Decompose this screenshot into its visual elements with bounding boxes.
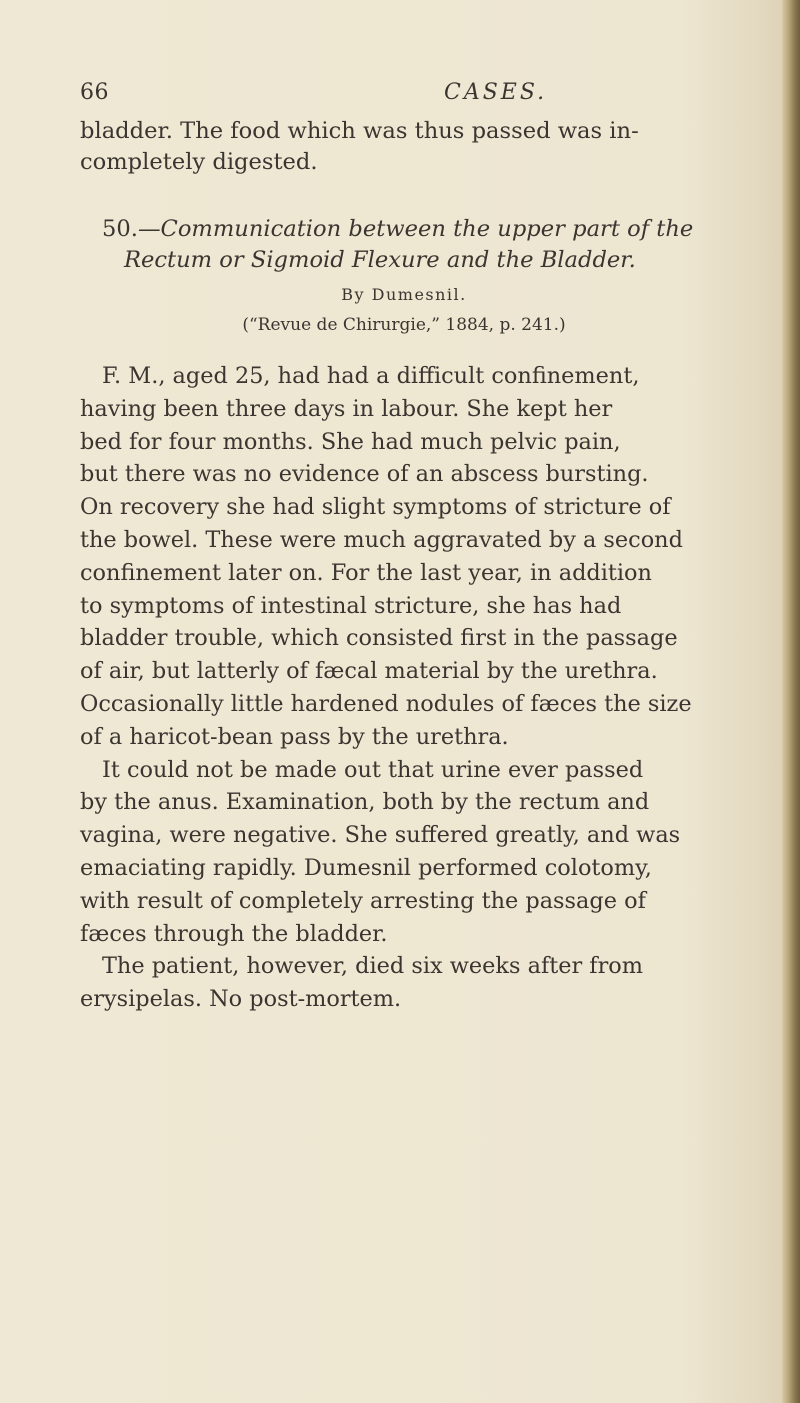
body-line: It could not be made out that urine ever passed — [102, 756, 644, 783]
body-line: the bowel. These were much aggravated by a second — [80, 526, 683, 553]
running-head: CASES. — [444, 80, 548, 105]
case-author: By Dumesnil. — [341, 285, 467, 304]
body-line: bed for four months. She had much pelvic pain, — [80, 428, 621, 455]
body-line: fæces through the bladder. — [80, 920, 388, 947]
body-line: Occasionally little hardened nodules of fæces the size — [80, 690, 692, 717]
body-line: with result of completely arresting the passage of — [80, 887, 646, 914]
case-heading-line-2: Rectum or Sigmoid Flexure and the Bladder. — [124, 247, 636, 273]
body-line: The patient, however, died six weeks after from — [102, 953, 644, 980]
case-number: 50. — [102, 216, 138, 242]
body-line: On recovery she had slight symptoms of stricture of — [80, 494, 671, 521]
case-title-part-1: —Communication between the upper part of the — [137, 216, 694, 242]
continuation-line: completely digested. — [80, 149, 318, 175]
body-line: but there was no evidence of an abscess bursting. — [80, 461, 649, 488]
body-line: to symptoms of intestinal stricture, she has had — [80, 592, 622, 619]
page-text — [80, 116, 728, 1016]
body-line: of air, but latterly of fæcal material by the urethra. — [80, 658, 658, 685]
spacer — [80, 178, 728, 214]
body-line: bladder trouble, which consisted first in the passage — [80, 625, 678, 652]
case-source: (“Revue de Chirurgie,” 1884, p. 241.) — [242, 315, 566, 335]
page-header — [80, 80, 720, 110]
body-line: confinement later on. For the last year, in addition — [80, 559, 652, 586]
body-line: vagina, were negative. She suffered greatly, and was — [80, 822, 681, 849]
body-line: erysipelas. No post-mortem. — [80, 986, 402, 1013]
continuation-line: bladder. The food which was thus passed was in- — [80, 118, 639, 144]
body-line: of a haricot-bean pass by the urethra. — [80, 723, 509, 750]
case-heading-line-1 — [80, 214, 728, 245]
body-line: emaciating rapidly. Dumesnil performed colotomy, — [80, 854, 652, 881]
page-edge-shadow — [782, 0, 800, 1403]
spacer — [80, 342, 728, 360]
case-body — [80, 360, 728, 1016]
body-line: having been three days in labour. She kept her — [80, 395, 613, 422]
page-number: 66 — [80, 80, 109, 105]
body-line: F. M., aged 25, had had a difficult confinement, — [102, 363, 640, 389]
body-line: by the anus. Examination, both by the rectum and — [80, 789, 650, 816]
